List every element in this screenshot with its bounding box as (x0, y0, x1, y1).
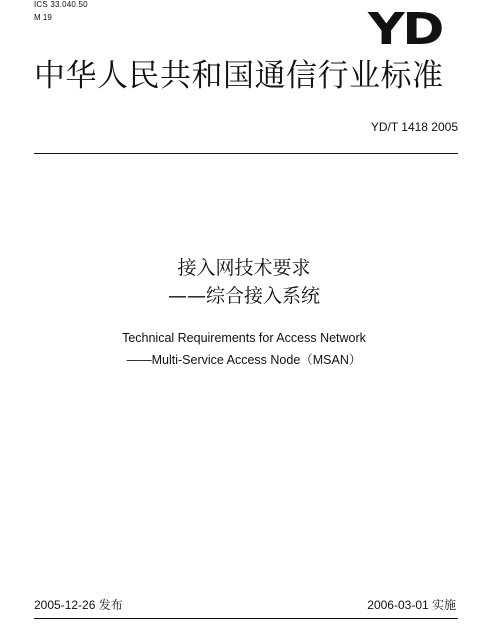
document-title-cn-line2: ——综合接入系统 (167, 285, 320, 307)
issue-date: 2005-12-26 发布 (34, 598, 123, 612)
document-title-en-line1: Technical Requirements for Access Network (122, 331, 366, 345)
implementation-date: 2006-03-01 实施 (367, 598, 456, 612)
document-title-cn-line1: 接入网技术要求 (177, 257, 311, 279)
header-divider (34, 153, 458, 154)
footer-divider (34, 618, 458, 619)
ics-code: ICS 33.040.50 (34, 0, 88, 9)
standard-title: 中华人民共和国通信行业标准 (34, 58, 444, 94)
yd-logo: YD (368, 4, 443, 55)
standard-number: YD/T 1418 2005 (370, 120, 458, 134)
category-code: M 19 (34, 13, 52, 22)
document-title-en-line2: ——Multi-Service Access Node（MSAN） (126, 353, 362, 367)
